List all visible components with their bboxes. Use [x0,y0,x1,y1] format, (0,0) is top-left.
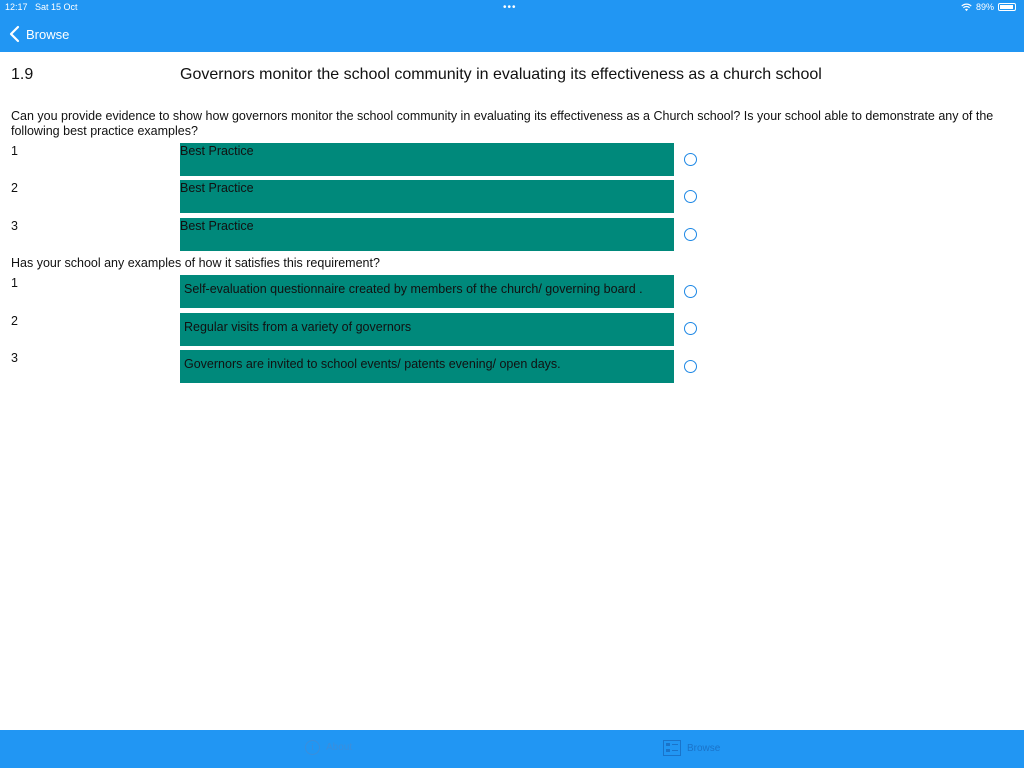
example-card[interactable] [180,275,674,308]
battery-icon [998,3,1016,11]
best-practice-card[interactable] [180,180,674,213]
back-button-label: Browse [26,26,70,42]
example-radio[interactable] [684,360,697,373]
status-bar [0,0,1024,16]
question-best-practice: Can you provide evidence to show how governors monitor the school community in evaluating its effectiveness as a Church school? Is your school able to demonstrate any of the following best practice examples? [11,109,994,138]
example-card[interactable] [180,350,674,383]
example-card[interactable] [180,313,674,346]
status-time: 12:17 [5,2,28,12]
tab-about[interactable] [305,740,352,755]
multitasking-dots-icon[interactable]: ••• [503,2,517,13]
example-label: Self-evaluation questionnaire created by members of the church/ governing board . [184,282,643,296]
example-radio[interactable] [684,285,697,298]
best-practice-radio[interactable] [684,190,697,203]
best-practice-label: Best Practice [180,144,254,158]
tab-browse-label: Browse [687,742,721,754]
wifi-icon [961,3,972,12]
info-icon: i [305,740,320,755]
example-radio[interactable] [684,322,697,335]
best-practice-card[interactable] [180,143,674,176]
best-practice-number: 1 [11,144,18,158]
example-number: 2 [11,314,18,328]
best-practice-label: Best Practice [180,181,254,195]
question-examples: Has your school any examples of how it satisfies this requirement? [11,256,380,270]
example-label: Governors are invited to school events/ patents evening/ open days. [184,357,561,371]
battery-percent: 89% [975,2,994,12]
best-practice-radio[interactable] [684,153,697,166]
best-practice-radio[interactable] [684,228,697,241]
example-label: Regular visits from a variety of governors [184,320,412,334]
navigation-bar [0,16,1024,52]
chevron-left-icon [8,25,22,43]
example-number: 1 [11,276,18,290]
best-practice-number: 3 [11,219,18,233]
example-number: 3 [11,351,18,365]
best-practice-label: Best Practice [180,219,254,233]
best-practice-number: 2 [11,181,18,195]
tab-browse[interactable] [663,740,720,756]
status-right [961,2,1016,12]
section-title: Governors monitor the school community in evaluating its effectiveness as a church school [180,66,822,83]
tab-bar [0,730,1024,768]
status-date: Sat 15 Oct [35,2,78,12]
section-number: 1.9 [11,66,34,83]
tab-about-label: About [326,742,353,753]
back-button[interactable] [8,25,69,43]
browse-icon [663,740,681,756]
best-practice-card[interactable] [180,218,674,251]
